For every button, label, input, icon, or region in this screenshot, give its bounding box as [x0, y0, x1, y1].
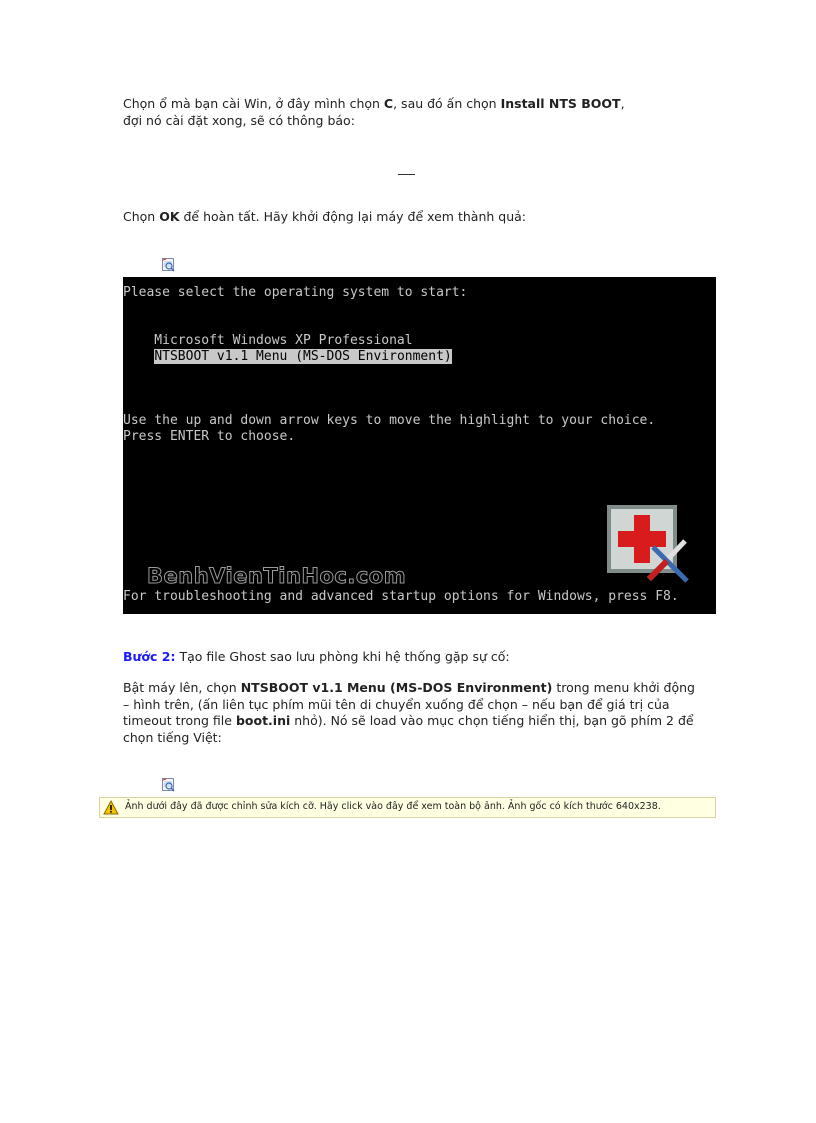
step2-label: Bước 2:	[123, 649, 176, 664]
drive-letter: C	[383, 96, 394, 111]
boot-option-indent	[123, 349, 154, 364]
step1-text-2: , sau đó ấn chọn	[393, 96, 501, 111]
boot-menu-screenshot[interactable]	[123, 277, 716, 614]
step1-comma: ,	[620, 96, 625, 111]
install-button-name: Install NTS BOOT	[500, 96, 621, 111]
boot-option-ntsboot-row	[123, 349, 452, 365]
step2-paragraph	[123, 680, 698, 746]
finish-paragraph	[123, 209, 708, 226]
finish-text: Chọn	[123, 209, 160, 224]
missing-image-dash	[398, 174, 415, 175]
step2-title: Tạo file Ghost sao lưu phòng khi hệ thống gặp sự cố:	[175, 649, 510, 664]
notice-text[interactable]: Ảnh dưới đây đã được chỉnh sửa kích cỡ. Hãy click vào đây để xem toàn bộ ảnh. Ảnh gốc có kích thước 640x238.	[125, 801, 661, 812]
boot-help-line2: Press ENTER to choose.	[123, 429, 296, 444]
resized-image-notice[interactable]	[99, 797, 716, 818]
step2-text-2: trong menu khởi động – hình trên, (ấn liên tục phím mũi tên di chuyển xuống để chọn – nếu bạn để giá trị của timeout trong file	[123, 680, 695, 728]
medical-cross-logo	[607, 505, 692, 585]
boot-help-line1: Use the up and down arrow keys to move the highlight to your choice.	[123, 413, 656, 428]
ok-label: OK	[159, 209, 180, 224]
step1-line2: đợi nó cài đặt xong, sẽ có thông báo:	[123, 112, 355, 128]
step2-text: Bật máy lên, chọn	[123, 680, 241, 695]
warning-icon	[103, 800, 119, 815]
step1-paragraph	[123, 96, 708, 129]
broken-image-icon[interactable]	[162, 778, 175, 792]
broken-image-icon[interactable]	[162, 258, 175, 272]
step1-text: Chọn ổ mà bạn cài Win, ở đây mình chọn	[123, 96, 384, 111]
ntsboot-menu-name: NTSBOOT v1.1 Menu (MS-DOS Environment)	[240, 680, 553, 695]
boot-ini-filename: boot.ini	[235, 713, 291, 728]
boot-footer: For troubleshooting and advanced startup options for Windows, press F8.	[123, 589, 679, 604]
boot-option-ntsboot: NTSBOOT v1.1 Menu (MS-DOS Environment)	[154, 349, 452, 364]
step2-text-3: nhỏ). Nó sẽ load vào mục chọn tiếng hiển thị, bạn gõ phím 2 để chọn tiếng Việt:	[123, 713, 694, 745]
finish-text-2: để hoàn tất. Hãy khởi động lại máy để xem thành quả:	[179, 209, 526, 224]
watermark-text: BenhVienTinHoc.com	[147, 564, 407, 588]
boot-prompt: Please select the operating system to start:	[123, 285, 468, 300]
step2-heading	[123, 649, 708, 666]
boot-option-windows-xp: Microsoft Windows XP Professional	[123, 333, 413, 348]
